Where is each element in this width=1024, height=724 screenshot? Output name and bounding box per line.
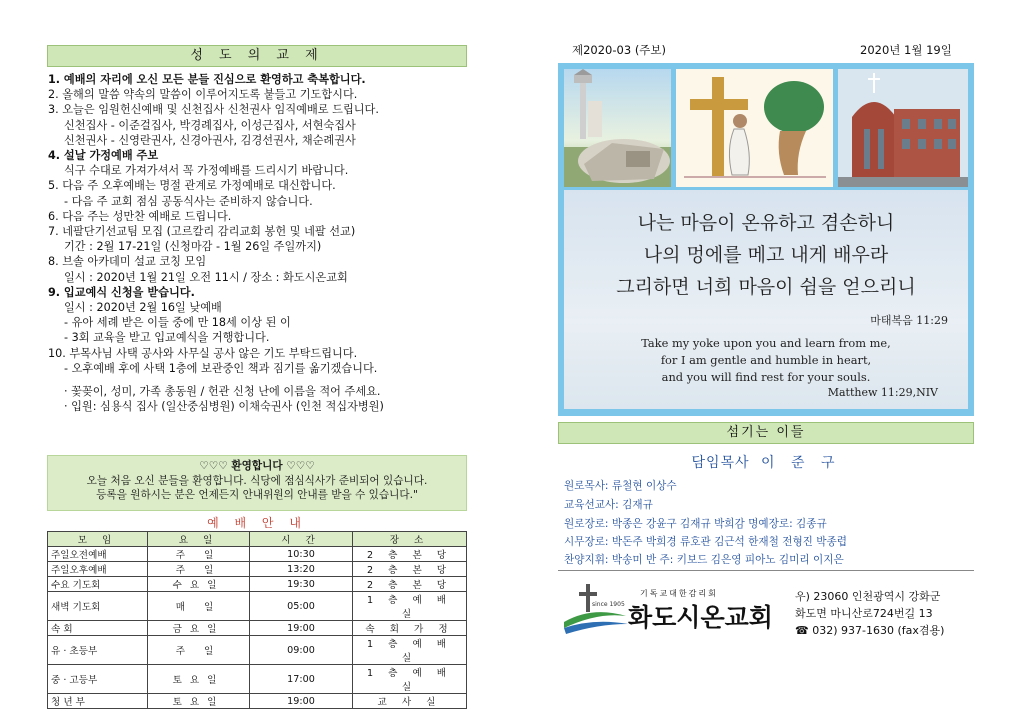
schedule-row	[48, 562, 467, 577]
meeting-name: 주일오후예배	[48, 562, 148, 577]
meeting-name: 주일오전예배	[48, 547, 148, 562]
meeting-day: 토요일	[148, 665, 250, 694]
welcome-title: ♡♡♡ 환영합니다 ♡♡♡	[199, 460, 315, 472]
worship-schedule-table	[47, 531, 467, 709]
meeting-time: 17:00	[250, 665, 353, 694]
staff-line-education-missionary: 교육선교사: 김재규	[564, 499, 653, 511]
welcome-line-1: 오늘 처음 오신 분들을 환영합니다. 식당에 점심식사가 준비되어 있습니다.	[86, 475, 428, 487]
notices-list	[48, 72, 473, 414]
section-divider	[558, 570, 974, 571]
notice-line: 5. 다음 주 오후예배는 명절 관계로 가정예배로 대신합니다.	[48, 179, 336, 193]
meeting-time: 05:00	[250, 592, 353, 621]
meeting-day: 주 일	[148, 547, 250, 562]
meeting-name: 청 년 부	[48, 694, 148, 709]
worship-guide-title: 예 배 안 내	[207, 516, 307, 530]
col-header-meeting: 모 임	[48, 532, 148, 547]
schedule-row	[48, 592, 467, 621]
notice-line: 2. 올해의 말씀 약속의 말씀이 이루어지도록 붙들고 기도합시다.	[48, 88, 358, 102]
meeting-name: 속 회	[48, 621, 148, 636]
notice-line: - 오후예배 후에 사택 1층에 보관중인 책과 짐기를 옮기겠습니다.	[64, 361, 378, 375]
staff-line-elders-emeritus: 원로장로: 박종은 강윤구 김재규 박희감 명예장로: 김종규	[564, 518, 827, 530]
pastor-label: 담임목사	[691, 455, 750, 471]
schedule-row	[48, 547, 467, 562]
verse-korean-line-1: 나는 마음이 온유하고 겸손하니	[637, 212, 895, 234]
church-stone-photo	[564, 69, 671, 187]
phone-number: ☎ 032) 937-1630 (fax겸용)	[795, 624, 945, 637]
notice-line: - 3회 교육을 받고 입교예식을 거행합니다.	[64, 331, 270, 345]
notice-line: 3. 오늘은 임원헌신예배 및 신천집사 신천권사 임직예배로 드립니다.	[48, 103, 379, 117]
staff-line-emeritus-pastors: 원로목사: 류철현 이상수	[564, 480, 677, 492]
meeting-day: 주 일	[148, 562, 250, 577]
meeting-day: 수요일	[148, 577, 250, 592]
servants-header: 섬기는 이들	[558, 422, 974, 444]
schedule-row	[48, 636, 467, 665]
verse-korean-line-2: 나의 멍에를 메고 내게 배우라	[643, 244, 889, 266]
verse-korean-line-3: 그리하면 너희 마음이 쉼을 얻으리니	[616, 276, 916, 298]
since-label: since 1905	[592, 601, 625, 608]
meeting-name: 새벽 기도회	[48, 592, 148, 621]
notice-line: 식구 수대로 가져가셔서 꼭 가정예배를 드리시기 바랍니다.	[64, 164, 349, 178]
notice-line: - 다음 주 교회 점심 공동식사는 준비하지 않습니다.	[64, 194, 313, 208]
col-header-time: 시 간	[250, 532, 353, 547]
notice-line: 1. 예배의 자리에 오신 모든 분들 진심으로 환영하고 축복합니다.	[48, 73, 366, 86]
church-building-photo	[838, 69, 968, 187]
fellowship-header: 성 도 의 교 제	[47, 45, 467, 67]
denomination-label: 기독교대한감리회	[640, 589, 718, 598]
meeting-place: 1 층 예 배 실	[353, 665, 467, 694]
meeting-day: 주 일	[148, 636, 250, 665]
meeting-time: 13:20	[250, 562, 353, 577]
notice-spacer	[48, 376, 473, 384]
notice-line: 신천집사 - 이준걸집사, 박경례집사, 이성근집사, 서현숙집사	[64, 118, 356, 132]
schedule-row	[48, 577, 467, 592]
notice-line: 9. 입교예식 신청을 받습니다.	[48, 285, 195, 299]
col-header-day: 요 일	[148, 532, 250, 547]
notice-line: 신천권사 - 신영란권사, 신경아권사, 김경선권사, 채순례권사	[64, 133, 356, 147]
meeting-name: 유 · 초등부	[48, 636, 148, 665]
notice-line: - 유아 세례 받은 이들 중에 만 18세 이상 된 이	[64, 316, 291, 330]
meeting-time: 19:00	[250, 694, 353, 709]
welcome-box	[47, 455, 467, 511]
verse-reference-english: Matthew 11:29,NIV	[827, 386, 938, 399]
meeting-place: 2 층 본 당	[353, 547, 467, 562]
issue-date: 2020년 1월 19일	[860, 43, 952, 57]
welcome-line-2: 등록을 원하시는 분은 언제든지 안내위원의 안내를 받을 수 있습니다."	[96, 489, 418, 501]
schedule-header-row	[48, 532, 467, 547]
col-header-place: 장 소	[353, 532, 467, 547]
address-line-2: 화도면 마니산로724번길 13	[795, 607, 933, 620]
notice-line: 7. 네팔단기선교팀 모집 (고르칼리 감리교회 봉헌 및 네팔 선교)	[48, 225, 356, 239]
meeting-place: 1 층 예 배 실	[353, 592, 467, 621]
verse-reference-korean: 마태복음 11:29	[870, 314, 948, 327]
staff-line-active-elders: 시무장로: 박돈주 박희경 류호관 김근석 한재철 전형진 박종렵	[564, 536, 847, 548]
meeting-time: 09:00	[250, 636, 353, 665]
meeting-time: 19:00	[250, 621, 353, 636]
notice-line: 8. 브솔 아카데미 설교 코칭 모임	[48, 255, 207, 269]
address-line-1: 우) 23060 인천광역시 강화군	[795, 590, 941, 603]
schedule-row	[48, 694, 467, 709]
notice-line: 일시 : 2020년 2월 16일 낮예배	[64, 301, 222, 315]
meeting-place: 속 회 가 정	[353, 621, 467, 636]
notice-line: · 꽃꽂이, 성미, 가족 총동원 / 헌관 신청 난에 이름을 적어 주세요.	[64, 385, 381, 399]
meeting-time: 19:30	[250, 577, 353, 592]
meeting-place: 2 층 본 당	[353, 577, 467, 592]
meeting-place: 교 사 실	[353, 694, 467, 709]
issue-number: 제2020-03 (주보)	[572, 43, 667, 57]
staff-line-music: 찬양지휘: 박송미 반 주: 키보드 김은영 피아노 김미리 이지은	[564, 554, 844, 566]
notice-line: 10. 부목사님 사택 공사와 사무실 공사 않은 기도 부탁드립니다.	[48, 346, 358, 360]
verse-english-line-2: for I am gentle and humble in heart,	[660, 353, 872, 367]
verse-panel	[564, 190, 968, 409]
verse-english-line-3: and you will find rest for your souls.	[661, 370, 871, 384]
schedule-row	[48, 665, 467, 694]
notice-line: 6. 다음 주는 성만찬 예배로 드립니다.	[48, 209, 232, 223]
verse-english-line-1: Take my yoke upon you and learn from me,	[641, 336, 891, 350]
meeting-name: 수요 기도회	[48, 577, 148, 592]
hero-panel	[558, 63, 974, 416]
meeting-day: 매 일	[148, 592, 250, 621]
cross-illustration	[676, 69, 833, 187]
meeting-time: 10:30	[250, 547, 353, 562]
senior-pastor	[558, 452, 974, 472]
meeting-place: 1 층 예 배 실	[353, 636, 467, 665]
church-name: 화도시온교회	[628, 603, 773, 632]
pastor-name: 이 준 구	[761, 455, 841, 471]
meeting-day: 금요일	[148, 621, 250, 636]
notice-line: 기간 : 2월 17-21일 (신청마감 - 1월 26일 주일까지)	[64, 240, 322, 254]
meeting-name: 중 · 고등부	[48, 665, 148, 694]
notice-line: · 입원: 심용식 집사 (일산중심병원) 이채숙권사 (인천 적십자병원)	[64, 400, 384, 414]
notice-line: 일시 : 2020년 1월 21일 오전 11시 / 장소 : 화도시온교회	[64, 270, 348, 284]
meeting-day: 토요일	[148, 694, 250, 709]
notice-line: 4. 설날 가정예배 주보	[48, 149, 159, 163]
meeting-place: 2 층 본 당	[353, 562, 467, 577]
schedule-row	[48, 621, 467, 636]
